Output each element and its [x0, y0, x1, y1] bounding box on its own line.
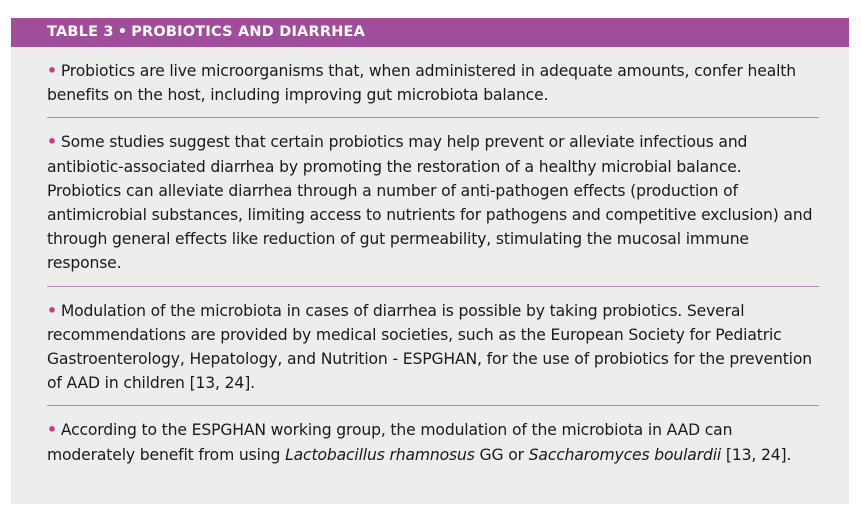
header-separator: • [117, 24, 128, 40]
species-name: Lactobacillus rhamnosus [285, 445, 475, 464]
row-text: • Some studies suggest that certain probiotics may help prevent or alleviate infectious and antibiotic-associated diarrhea by promoting the restoration of a healthy microbial balance. Probiotics can alleviate diarrhea through a number of anti-pathogen effects (production of antimicrobial substances, limiting access to nutrients for pathogens and competitive exclusion) and through general effects like reduction of gut permeability, stimulating the mucosal immune response. [47, 133, 813, 273]
table-row [47, 118, 819, 285]
table-rows-2 [11, 118, 849, 285]
table-row [47, 47, 819, 117]
table-rows-4 [11, 406, 849, 476]
table-title: PROBIOTICS AND DIARRHEA [131, 24, 366, 40]
table-rows-3 [11, 287, 849, 406]
bullet-icon: • [47, 133, 57, 152]
bullet-icon: • [47, 62, 57, 80]
bullet-icon: • [47, 301, 57, 320]
row-text: • Modulation of the microbiota in cases of diarrhea is possible by taking probiotics. Several recommendations are provided by medical societies, such as the European Society for Pediatric Gastroenterology, Hepatology, and Nutrition - ESPGHAN, for the use of probiotics for the prevention of AAD in children [13, 24]. [47, 301, 812, 393]
table-label: TABLE 3 [47, 24, 114, 40]
table-row [47, 406, 819, 476]
species-name: Saccharomyces boulardii [528, 445, 722, 464]
row-text: • According to the ESPGHAN working group, the modulation of the microbiota in AAD can moderately benefit from using Lactobacillus rhamnosus GG or Saccharomyces boulardii [13, 24]. [47, 421, 792, 464]
table-header [11, 18, 849, 47]
bullet-icon: • [47, 421, 57, 440]
row-text: • Probiotics are live microorganisms that, when administered in adequate amounts, confer health benefits on the host, including improving gut microbiota balance. [47, 62, 796, 105]
table-panel [11, 18, 849, 504]
table-rows [11, 47, 849, 117]
table-row [47, 287, 819, 406]
